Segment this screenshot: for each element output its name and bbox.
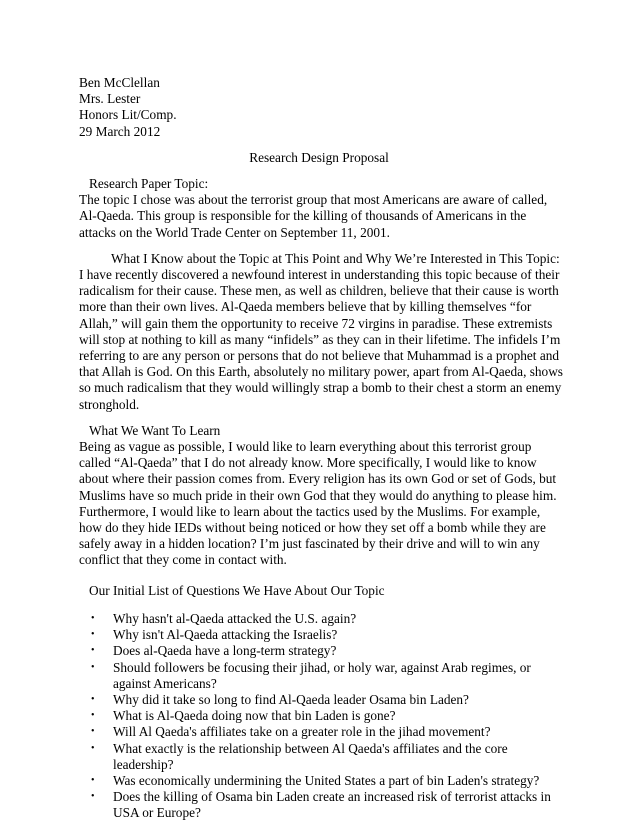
question-text: Should followers be focusing their jihad, or holy war, against Arab regimes, or against Americans? [113,659,531,691]
section-body-what-i-know: I have recently discovered a newfound interest in understanding this topic because of their radicalism for their cause. These men, as well as children, believe that their cause is worth more than their own lives. Al-Qaeda members believe that by killing themselves “for Allah,” will gain them the opportunity to receive 72 virgins in paradise. These extremists will stop at nothing to kill as many “infidels” as they can in their lifetime. The infidels I’m referring to are any person or persons that do not believe that Muhammad is a prophet and that Allah is God. On this Earth, absolutely no military power, apart from Al-Qaeda, shows so much radicalism that they would willingly strap a bomb to their chest a storm an enemy stronghold. [79,267,563,412]
list-item [79,692,565,708]
question-text: What is Al-Qaeda doing now that bin Laden is gone? [113,708,396,724]
question-text: What exactly is the relationship between Al Qaeda's affiliates and the core leadership? [113,740,508,772]
list-item [79,789,565,821]
document-date: 29 March 2012 [79,123,161,139]
questions-list [79,611,559,822]
bullet-icon: • [91,645,95,657]
question-text: Will Al Qaeda's affiliates take on a greater role in the jihad movement? [113,724,491,740]
section-heading-questions: Our Initial List of Questions We Have About Our Topic [89,582,385,598]
bullet-icon: • [91,726,95,738]
list-item [79,627,565,643]
list-item [79,708,565,724]
bullet-icon: • [91,710,95,722]
bullet-icon: • [91,629,95,641]
bullet-icon: • [91,693,95,705]
bullet-icon: • [91,612,95,624]
bullet-icon: • [91,742,95,754]
question-text: Was economically undermining the United States a part of bin Laden's strategy? [113,772,540,788]
list-item [79,741,565,773]
question-text: Does the killing of Osama bin Laden create an increased risk of terrorist attacks in USA or Europe? [113,789,551,821]
document-title: Research Design Proposal [249,149,389,165]
question-text: Does al-Qaeda have a long-term strategy? [113,643,337,659]
bullet-icon: • [91,661,95,673]
section-body-what-we-want: Being as vague as possible, I would like to learn everything about this terrorist group called “Al-Qaeda” that I do not already know. More specifically, I would like to know about where their passion comes from. Every religion has its own God or set of Gods, but Muslims have so much pride in their own God that they would do anything to please him. Furthermore, I would like to learn about the tactics used by the Muslims. For example, how do they hide IEDs without being noticed or how they set off a bomb while they are safely away in a hidden location? I’m just fascinated by their drive and will to win any conflict that they come in contact with. [79,439,557,568]
section-heading-what-i-know: What I Know about the Topic at This Point and Why We’re Interested in This Topic: [111,250,560,266]
list-item [79,643,565,659]
question-text: Why did it take so long to find Al-Qaeda leader Osama bin Laden? [113,691,469,707]
course-name: Honors Lit/Comp. [79,107,177,123]
teacher-name: Mrs. Lester [79,91,141,107]
document-page [79,75,563,822]
list-item [79,611,565,627]
author-name: Ben McClellan [79,75,160,90]
question-text: Why isn't Al-Qaeda attacking the Israelis? [113,627,338,643]
list-item [79,773,565,789]
section-heading-topic: Research Paper Topic: [89,176,209,192]
list-item [79,724,565,740]
bullet-icon: • [91,791,95,803]
bullet-icon: • [91,774,95,786]
section-heading-what-we-want: What We Want To Learn [89,422,221,438]
section-body-topic: The topic I chose was about the terrorist group that most Americans are aware of called, Al-Qaeda. This group is responsible for the killing of thousands of Americans in the attacks on the World Trade Center on September 11, 2001. [79,192,548,240]
question-text: Why hasn't al-Qaeda attacked the U.S. again? [113,610,357,626]
list-item [79,660,565,692]
